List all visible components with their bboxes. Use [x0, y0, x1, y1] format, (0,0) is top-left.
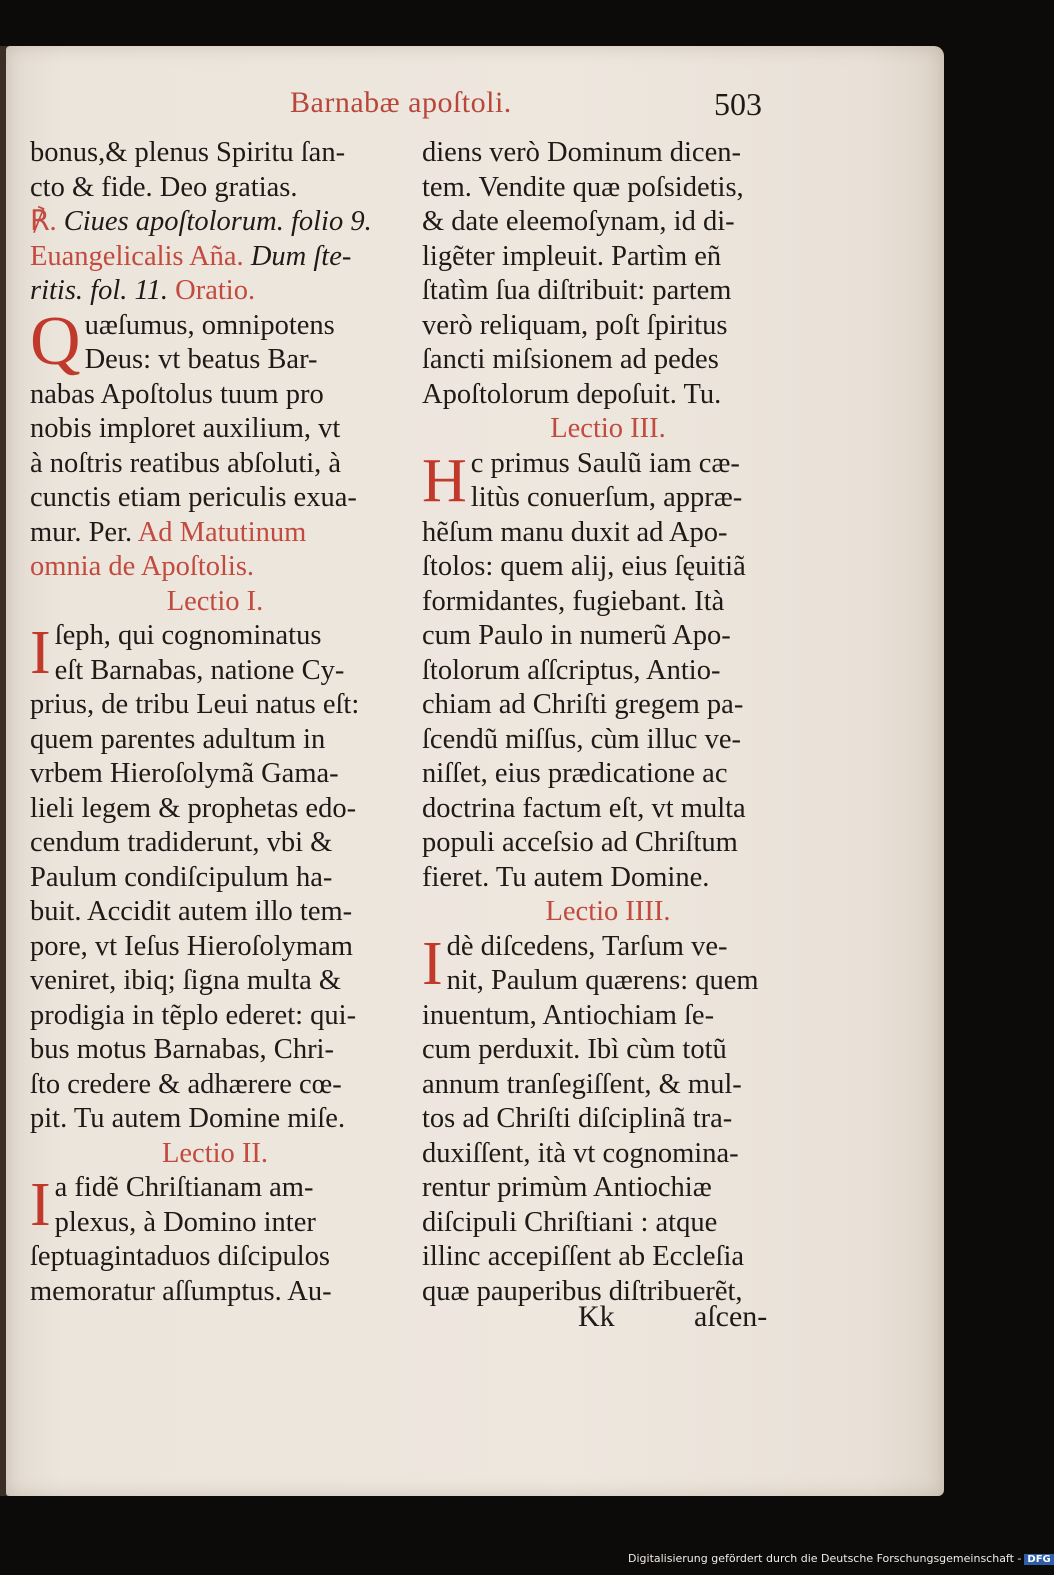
text-line: Lectio II. — [161, 1137, 269, 1169]
text-line: prodigia in tẽplo ederet: qui- — [30, 999, 357, 1031]
text-line: ſtolos: quem alij, eius ſęuitiã — [422, 551, 746, 582]
text-line: populi acceſsio ad Chriſtum — [422, 827, 738, 858]
running-title: Barnabæ apoſtoli. — [290, 86, 512, 119]
text-line: ritis. fol. 11. Oratio. — [30, 275, 256, 306]
text-line: inuentum, Antiochiam ſe- — [422, 999, 715, 1031]
text-line: Paulum condiſcipulum ha- — [30, 861, 333, 893]
text-line: duxiſſent, ità vt cognomina- — [422, 1137, 739, 1169]
text-line: mur. Per. Ad Matutinum — [30, 516, 307, 548]
rubricated-initial: I — [30, 1171, 51, 1239]
credit-text: Digitalisierung gefördert durch die Deutsche Forschungsgemeinschaft - — [628, 1552, 1022, 1565]
text-line: tos ad Chriſti diſciplinã tra- — [422, 1103, 733, 1134]
text-line: prius, de tribu Leui natus eſt: — [30, 689, 360, 720]
text-line: lieli legem & prophetas edo- — [30, 792, 357, 824]
text-line: memoratur aſſumptus. Au- — [30, 1275, 332, 1307]
text-line: buit. Accidit autem illo tem- — [30, 896, 353, 927]
text-line: à noſtris reatibus abſoluti, à — [30, 447, 342, 479]
text-line: ſeptuagintaduos diſcipulos — [30, 1241, 331, 1272]
text-line: diſcipuli Chriſtiani : atque — [422, 1206, 718, 1238]
dfg-logo: DFG — [1024, 1554, 1053, 1565]
text-line: plexus, à Domino inter — [54, 1206, 316, 1238]
text-line: ſcendũ miſſus, cùm illuc ve- — [422, 723, 741, 755]
text-line: ſtatìm ſua diſtribuit: partem — [422, 275, 732, 306]
text-line: nit, Paulum quærens: quem — [446, 965, 759, 996]
text-line: Euangelicalis Aña. Dum ſte- — [30, 240, 352, 272]
right-text-column — [422, 136, 794, 1309]
signature-mark: Kk — [578, 1300, 615, 1333]
left-text-column — [30, 136, 400, 1309]
text-line: Iſeph, qui cognominatus — [30, 619, 322, 687]
text-line: cum Paulo in numerũ Apo- — [422, 620, 731, 651]
text-line: verò reliquam, poſt ſpiritus — [422, 309, 728, 341]
text-line: bus motus Barnabas, Chri- — [30, 1034, 334, 1065]
digitization-credit — [628, 1552, 1054, 1565]
text-line: veniret, ibiq; ſigna multa & — [30, 965, 342, 996]
text-line: & date eleemoſynam, id di- — [422, 206, 735, 237]
text-line: formidantes, fugiebant. Ità — [422, 585, 725, 617]
text-line: Hc primus Saulũ iam cæ- — [422, 446, 740, 515]
text-line: Apoſtolorum depoſuit. Tu. — [422, 378, 722, 410]
text-line: ſancti miſsionem ad pedes — [422, 344, 719, 375]
text-line: ℟. Ciues apoſtolorum. folio 9. — [30, 206, 372, 237]
rubricated-initial: I — [30, 619, 51, 687]
text-line: hẽſum manu duxit ad Apo- — [422, 516, 728, 548]
text-line: nobis imploret auxilium, vt — [30, 413, 341, 444]
text-line: cto & fide. Deo gratias. — [30, 171, 298, 203]
text-line: fieret. Tu autem Domine. — [422, 861, 710, 893]
text-line: cum perduxit. Ibì cùm totũ — [422, 1034, 727, 1065]
rubricated-initial: Q — [30, 302, 81, 380]
text-line: Idè diſcedens, Tarſum ve- — [422, 929, 728, 998]
text-line: bonus,& plenus Spiritu ſan- — [30, 137, 346, 168]
text-line: cendum tradiderunt, vbi & — [30, 827, 333, 858]
text-line: Deus: vt beatus Bar- — [84, 344, 318, 375]
text-line: nabas Apoſtolus tuum pro — [30, 378, 324, 410]
text-line: litùs conuerſum, appræ- — [470, 482, 743, 513]
page-number: 503 — [714, 86, 762, 122]
text-line: ſto credere & adhærere cœ- — [30, 1068, 342, 1100]
text-line: pore, vt Ieſus Hieroſolymam — [30, 930, 353, 962]
catchword: aſcen- — [694, 1300, 768, 1333]
text-line: quæ pauperibus diſtribuerẽt, — [422, 1275, 743, 1307]
rubricated-initial: H — [422, 446, 467, 515]
text-line: omnia de Apoſtolis. — [30, 551, 255, 582]
rubricated-initial: I — [422, 929, 443, 998]
text-line: doctrina factum eſt, vt multa — [422, 792, 746, 824]
text-line: tem. Vendite quæ poſsidetis, — [422, 171, 744, 203]
text-line: Lectio I. — [166, 585, 264, 617]
text-line: Lectio III. — [550, 413, 666, 444]
text-line: ſtolorum aſſcriptus, Antio- — [422, 654, 721, 686]
text-line: rentur primùm Antiochiæ — [422, 1172, 712, 1203]
text-line: Quæſumus, omnipotens — [30, 302, 335, 380]
text-line: diens verò Dominum dicen- — [422, 137, 741, 168]
text-line: pit. Tu autem Domine miſe. — [30, 1103, 346, 1134]
text-line: vrbem Hieroſolymã Gama- — [30, 758, 339, 789]
text-line: cunctis etiam periculis exua- — [30, 482, 357, 513]
text-line: annum tranſegiſſent, & mul- — [422, 1068, 742, 1100]
text-line: chiam ad Chriſti gregem pa- — [422, 689, 744, 720]
text-line: illinc accepiſſent ab Eccleſia — [422, 1241, 745, 1272]
text-line: Lectio IIII. — [545, 896, 671, 927]
text-line: ligẽter impleuit. Partìm eñ — [422, 240, 722, 272]
text-line: quem parentes adultum in — [30, 723, 326, 755]
text-line: niſſet, eius prædicatione ac — [422, 758, 728, 789]
text-line: eſt Barnabas, natione Cy- — [54, 654, 345, 686]
text-line: Ia fidẽ Chriſtianam am- — [30, 1171, 314, 1239]
